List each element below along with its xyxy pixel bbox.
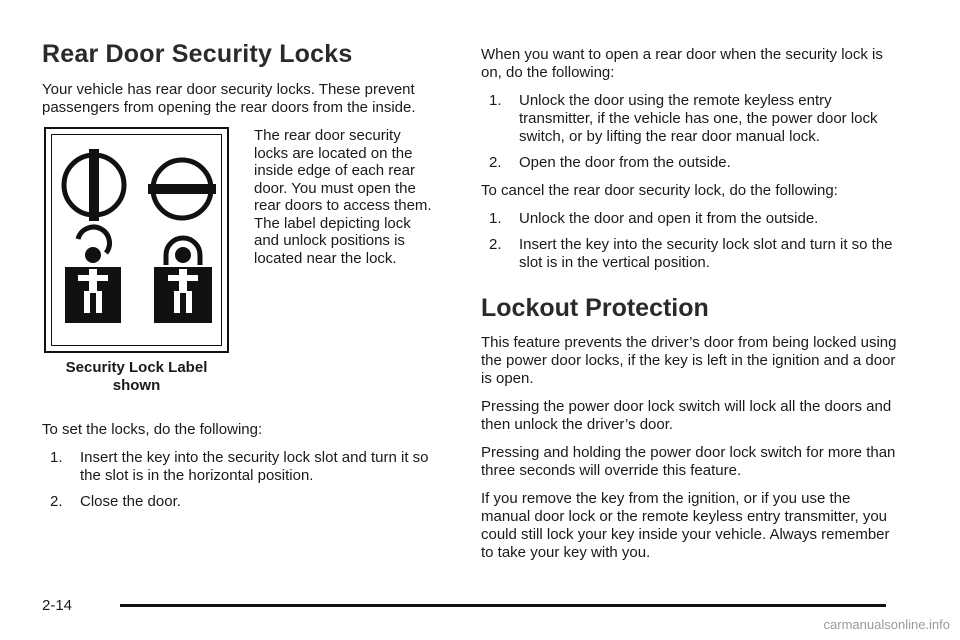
vertical-slot-circle-icon <box>64 149 124 221</box>
figure-caption: Security Lock Label shown <box>65 359 208 394</box>
lockout-paragraph-2: Pressing the power door lock switch will lock all the doors and then unlock the driver’s door. <box>481 398 892 433</box>
list-item: 1. Unlock the door using the remote keyless entry transmitter, if the vehicle has one, the power door lock switch, or by lifting the rear door manual lock. <box>489 92 878 145</box>
child-unlocked-padlock-icon <box>65 227 121 323</box>
list-item: 2. Insert the key into the security lock slot and turn it so the slot is in the vertical position. <box>489 236 893 271</box>
cancel-lock-steps <box>481 210 901 272</box>
lock-label-illustration <box>46 129 227 351</box>
security-lock-label-figure <box>44 127 229 353</box>
child-locked-padlock-icon <box>154 238 212 323</box>
lockout-paragraph-4: If you remove the key from the ignition, or if you use the manual door lock or the remote keyless entry transmitter, you could still lock your key inside your vehicle. Always remember to take your key with you. <box>481 490 890 561</box>
list-item: 2. Close the door. <box>50 493 181 510</box>
watermark: carmanualsonline.info <box>823 617 950 632</box>
intro-paragraph: Your vehicle has rear door security locks. These prevent passengers from opening the rear doors from the inside. <box>42 81 416 116</box>
list-item: 1. Unlock the door and open it from the outside. <box>489 210 819 227</box>
figure-side-text: The rear door security locks are located on the inside edge of each rear door. You must open the rear doors to access them. The label depicting lock and unlock positions is located near the lock. <box>254 127 432 267</box>
lockout-paragraph-1: This feature prevents the driver’s door from being locked using the power door locks, if the key is left in the ignition and a door is open. <box>481 334 897 387</box>
cancel-lock-intro: To cancel the rear door security lock, do the following: <box>481 182 838 199</box>
set-locks-steps <box>42 449 442 511</box>
page-number: 2-14 <box>42 597 73 614</box>
list-item: 1. Insert the key into the security lock slot and turn it so the slot is in the horizontal position. <box>50 449 429 484</box>
open-door-intro: When you want to open a rear door when the security lock is on, do the following: <box>481 46 883 81</box>
footer-divider <box>120 604 886 607</box>
lockout-paragraph-3: Pressing and holding the power door lock switch for more than three seconds will override this feature. <box>481 444 896 479</box>
left-column <box>42 40 442 521</box>
figure-row <box>42 127 442 413</box>
open-door-steps <box>481 92 901 172</box>
list-item: 2. Open the door from the outside. <box>489 154 731 171</box>
horizontal-slot-circle-icon <box>148 160 216 218</box>
section-title-security-locks: Rear Door Security Locks <box>42 40 353 68</box>
section-title-lockout-protection: Lockout Protection <box>481 294 709 322</box>
right-column <box>481 46 901 572</box>
set-locks-intro: To set the locks, do the following: <box>42 421 263 438</box>
